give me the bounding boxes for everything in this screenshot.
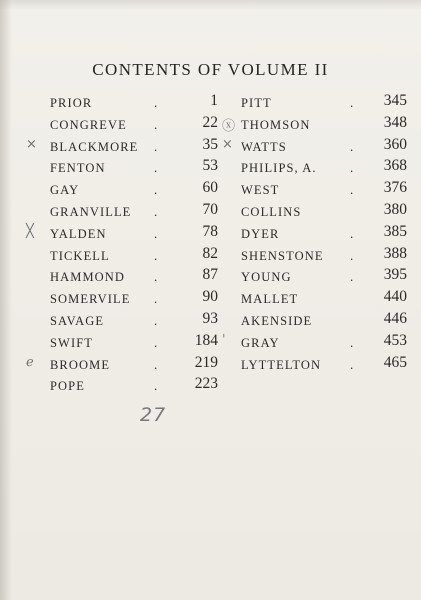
- entry-author: SOMERVILE: [50, 292, 131, 307]
- entry-page-number: 60: [202, 179, 218, 197]
- contents-entry: [26, 135, 218, 158]
- handwritten-note: 27: [140, 404, 167, 426]
- pencil-mark: ˈ: [222, 332, 227, 348]
- entry-page-number: 453: [383, 331, 407, 349]
- entry-author: YOUNG: [241, 270, 292, 285]
- contents-entry: [241, 92, 407, 114]
- entry-page-number: 70: [202, 200, 218, 218]
- entry-page-number: 348: [383, 113, 407, 131]
- leader-dot: .: [154, 160, 159, 176]
- leader-dot: .: [350, 160, 355, 176]
- entry-author: PITT: [241, 96, 272, 110]
- entry-author: COLLINS: [241, 204, 302, 219]
- entry-page-number: 90: [202, 288, 218, 306]
- entry-author: HAMMOND: [50, 270, 126, 285]
- leader-dot: .: [154, 269, 159, 285]
- leader-dot: .: [154, 182, 159, 198]
- leader-dot: .: [154, 312, 159, 328]
- entry-author: SAVAGE: [50, 313, 105, 328]
- contents-entry: [50, 332, 218, 354]
- leader-dot: .: [350, 95, 355, 110]
- entry-author: BROOME: [50, 357, 111, 372]
- entry-page-number: 446: [383, 309, 407, 327]
- entry-author: PRIOR: [50, 96, 93, 110]
- entry-page-number: 22: [202, 113, 218, 131]
- contents-entry: [241, 245, 407, 267]
- leader-dot: .: [154, 334, 159, 350]
- contents-entry: [50, 201, 218, 223]
- entry-author: LYTTELTON: [241, 357, 322, 372]
- entry-author: PHILIPS, A.: [241, 161, 317, 176]
- entry-page-number: 376: [383, 179, 407, 197]
- contents-entry: [50, 92, 218, 114]
- leader-dot: .: [350, 182, 355, 198]
- contents-entry: [50, 310, 218, 332]
- page-top-shadow: [0, 0, 421, 10]
- entry-author: DYER: [241, 226, 280, 241]
- contents-entry: [241, 223, 407, 245]
- entry-page-number: 385: [383, 222, 407, 240]
- pencil-mark: ×: [26, 136, 38, 152]
- entry-page-number: 78: [202, 222, 218, 240]
- entry-author: GAY: [50, 183, 80, 198]
- leader-dot: .: [154, 378, 159, 394]
- contents-entry: [241, 288, 407, 310]
- pencil-mark: ╳: [26, 223, 35, 239]
- page-title: CONTENTS OF VOLUME II: [92, 60, 329, 79]
- contents-left-column: [26, 92, 218, 397]
- contents-entry: [50, 157, 218, 179]
- entry-page-number: 388: [383, 244, 407, 262]
- contents-entry: [241, 179, 407, 201]
- contents-entry: [222, 331, 407, 354]
- entry-author: WATTS: [241, 139, 287, 154]
- entry-page-number: 93: [202, 309, 218, 327]
- entry-author: THOMSON: [241, 117, 311, 132]
- contents-entry: [50, 266, 218, 288]
- contents-entry: [222, 113, 407, 136]
- entry-page-number: 380: [383, 200, 407, 218]
- leader-dot: .: [154, 138, 159, 154]
- entry-page-number: 223: [194, 375, 218, 393]
- leader-dot: .: [154, 203, 159, 219]
- entry-author: SWIFT: [50, 335, 93, 350]
- entry-author: WEST: [241, 183, 280, 198]
- contents-entry: [241, 266, 407, 288]
- entry-author: GRANVILLE: [50, 204, 132, 219]
- leader-dot: .: [154, 116, 159, 132]
- leader-dot: .: [350, 334, 355, 350]
- entry-page-number: 395: [383, 266, 407, 284]
- leader-dot: .: [154, 356, 159, 372]
- entry-page-number: 219: [194, 353, 218, 371]
- entry-author: FENTON: [50, 161, 106, 176]
- leader-dot: .: [350, 138, 355, 154]
- entry-author: BLACKMORE: [50, 139, 139, 154]
- entry-page-number: 368: [383, 157, 407, 175]
- contents-entry: [241, 201, 407, 223]
- entry-page-number: 184: [194, 331, 218, 349]
- entry-author: GRAY: [241, 335, 280, 350]
- leader-dot: .: [350, 247, 355, 263]
- contents-entry: [50, 179, 218, 201]
- contents-entry: [241, 310, 407, 332]
- entry-author: YALDEN: [50, 226, 107, 241]
- contents-entry: [50, 114, 218, 136]
- contents-entry: [50, 375, 218, 397]
- leader-dot: .: [350, 356, 355, 372]
- entry-author: POPE: [50, 379, 85, 394]
- contents-entry: [222, 135, 407, 158]
- entry-page-number: 440: [383, 288, 407, 306]
- leader-dot: .: [350, 225, 355, 241]
- entry-author: CONGREVE: [50, 117, 127, 132]
- entry-page-number: 87: [202, 266, 218, 284]
- entry-author: SHENSTONE: [241, 248, 324, 263]
- leader-dot: .: [154, 247, 159, 263]
- pencil-mark: ℯ: [26, 354, 35, 370]
- entry-page-number: 35: [202, 135, 218, 153]
- entry-page-number: 1: [210, 92, 218, 109]
- leader-dot: .: [350, 269, 355, 285]
- entry-page-number: 345: [383, 92, 407, 109]
- leader-dot: .: [154, 225, 159, 241]
- contents-entry: [241, 354, 407, 376]
- entry-page-number: 360: [383, 135, 407, 153]
- contents-entry: [26, 222, 218, 245]
- contents-right-column: [222, 92, 407, 375]
- contents-entry: [241, 157, 407, 179]
- leader-dot: .: [154, 95, 159, 110]
- contents-entry: [50, 245, 218, 267]
- pencil-mark: ×: [222, 136, 234, 152]
- contents-entry: [50, 288, 218, 310]
- entry-page-number: 465: [383, 353, 407, 371]
- entry-page-number: 82: [202, 244, 218, 262]
- entry-author: AKENSIDE: [241, 313, 313, 328]
- entry-author: MALLET: [241, 292, 299, 307]
- entry-page-number: 53: [202, 157, 218, 175]
- contents-entry: [26, 353, 218, 376]
- page-gutter-shadow: [0, 0, 12, 600]
- leader-dot: .: [154, 291, 159, 307]
- entry-author: TICKELL: [50, 248, 110, 263]
- pencil-mark: ⓧ: [222, 118, 237, 134]
